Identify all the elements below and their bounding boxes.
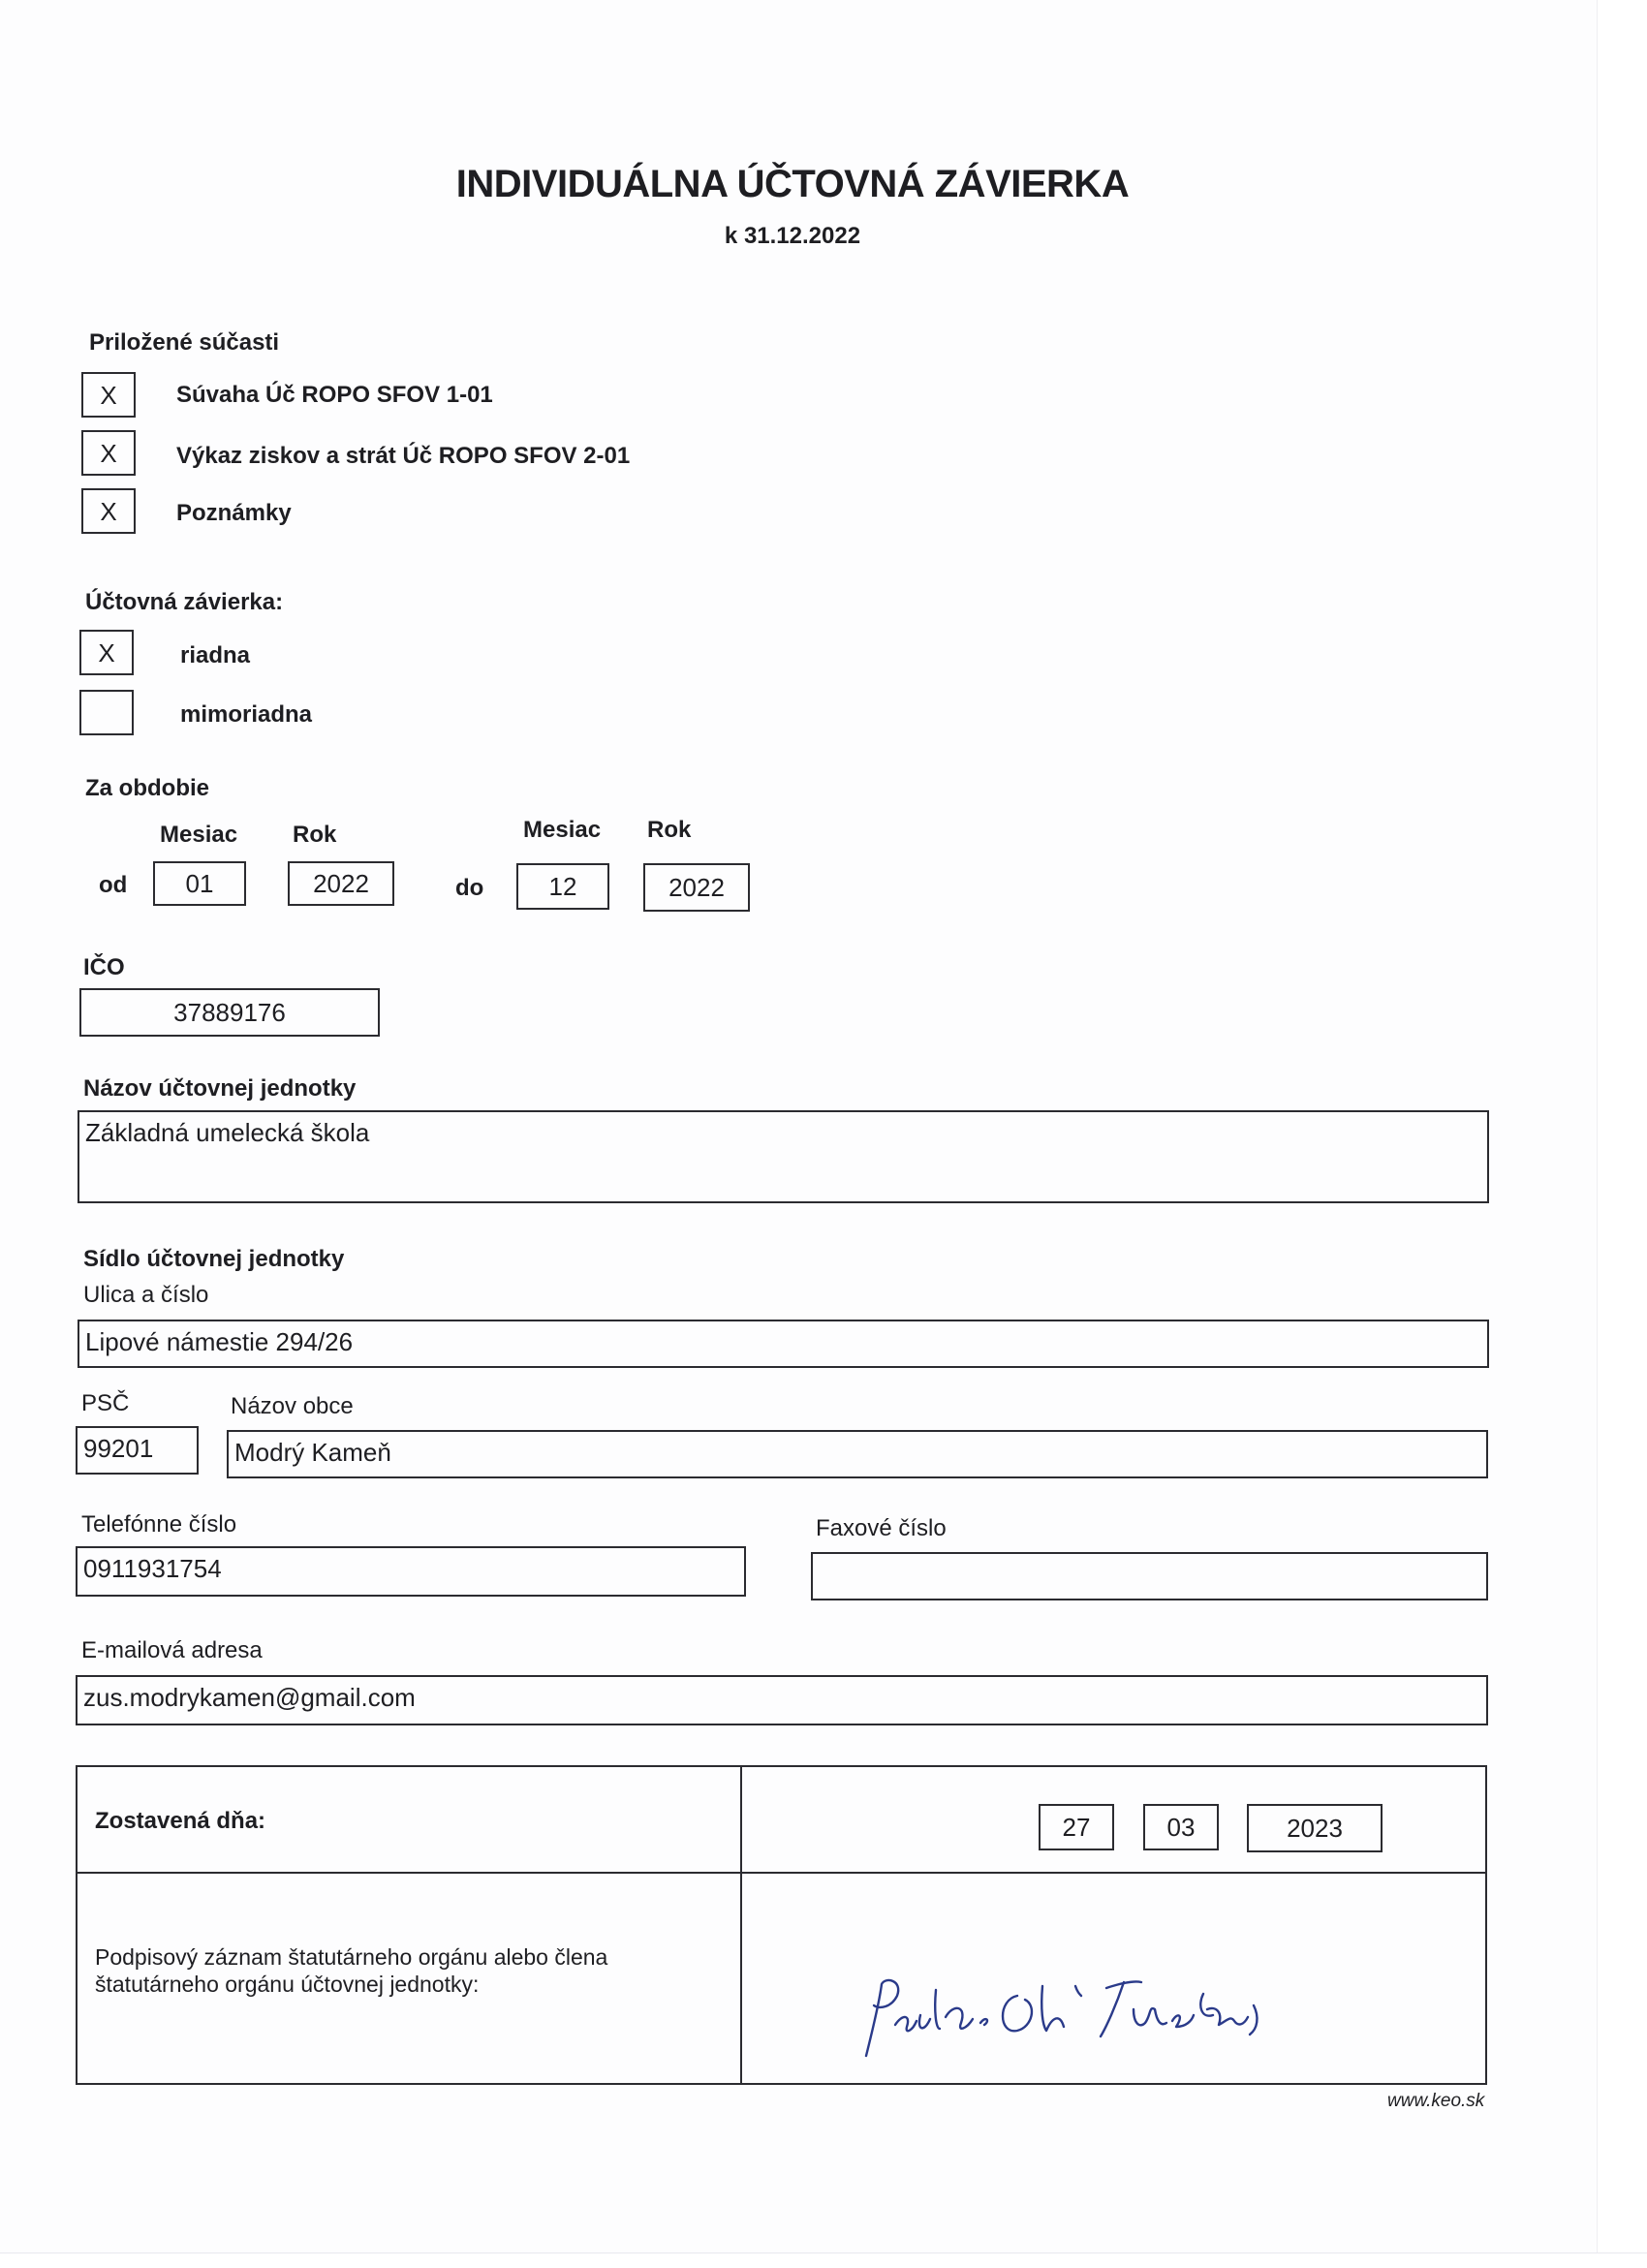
checkbox-profit-loss[interactable]: X	[81, 430, 136, 476]
zip-field[interactable]: 99201	[76, 1426, 199, 1475]
table-divider-vertical	[740, 1767, 742, 2083]
bottom-edge	[0, 2252, 1647, 2268]
closing-type-extraordinary-label: mimoriadna	[180, 701, 313, 728]
address-label: Sídlo účtovnej jednotky	[83, 1246, 345, 1272]
attachment-label-profit-loss: Výkaz ziskov a strát Úč ROPO SFOV 2-01	[176, 443, 631, 469]
checkbox-regular[interactable]: X	[79, 630, 134, 675]
city-field[interactable]: Modrý Kameň	[227, 1430, 1488, 1478]
compiled-day-field[interactable]: 27	[1039, 1804, 1114, 1850]
street-label: Ulica a číslo	[83, 1282, 209, 1308]
email-label: E-mailová adresa	[81, 1637, 263, 1663]
phone-field[interactable]: 0911931754	[76, 1546, 746, 1597]
phone-label: Telefónne číslo	[81, 1511, 237, 1538]
from-label: od	[99, 872, 128, 898]
from-month-label: Mesiac	[160, 822, 238, 848]
period-label: Za obdobie	[85, 775, 209, 801]
checkbox-extraordinary[interactable]	[79, 690, 134, 735]
attachments-label: Priložené súčasti	[89, 329, 280, 356]
to-month-field[interactable]: 12	[516, 863, 609, 910]
from-year-field[interactable]: 2022	[288, 861, 394, 906]
document-date: k 31.12.2022	[724, 223, 861, 249]
signature-label: Podpisový záznam štatutárneho orgánu alebo člena štatutárneho orgánu účtovnej jednotky:	[95, 1944, 608, 1997]
compiled-month-field[interactable]: 03	[1143, 1804, 1219, 1850]
handwritten-signature	[853, 1967, 1279, 2064]
checkbox-balance-sheet[interactable]: X	[81, 372, 136, 418]
website-footer[interactable]: www.keo.sk	[1387, 2091, 1485, 2111]
zip-label: PSČ	[81, 1390, 130, 1416]
entity-name-field[interactable]: Základná umelecká škola	[78, 1110, 1489, 1203]
compiled-date-label: Zostavená dňa:	[95, 1808, 266, 1834]
to-label: do	[455, 875, 484, 901]
fax-field[interactable]	[811, 1552, 1488, 1600]
ico-field[interactable]: 37889176	[79, 988, 380, 1037]
attachment-label-balance-sheet: Súvaha Úč ROPO SFOV 1-01	[176, 382, 493, 408]
from-year-label: Rok	[293, 822, 337, 848]
checkbox-notes[interactable]: X	[81, 488, 136, 534]
entity-name-label: Názov účtovnej jednotky	[83, 1075, 357, 1102]
to-year-label: Rok	[647, 817, 692, 843]
city-label: Názov obce	[231, 1393, 354, 1419]
to-year-field[interactable]: 2022	[643, 863, 750, 912]
to-month-label: Mesiac	[523, 817, 602, 843]
document-title: INDIVIDUÁLNA ÚČTOVNÁ ZÁVIERKA	[455, 163, 1130, 205]
closing-type-label: Účtovná závierka:	[85, 589, 284, 615]
from-month-field[interactable]: 01	[153, 861, 246, 906]
table-divider-horizontal	[78, 1872, 1485, 1874]
attachment-label-notes: Poznámky	[176, 500, 292, 526]
compiled-year-field[interactable]: 2023	[1247, 1804, 1383, 1852]
fax-label: Faxové číslo	[816, 1515, 947, 1541]
page-edge	[1597, 0, 1647, 2267]
ico-label: IČO	[83, 954, 125, 980]
email-field[interactable]: zus.modrykamen@gmail.com	[76, 1675, 1488, 1725]
street-field[interactable]: Lipové námestie 294/26	[78, 1320, 1489, 1368]
closing-type-regular-label: riadna	[180, 642, 251, 668]
